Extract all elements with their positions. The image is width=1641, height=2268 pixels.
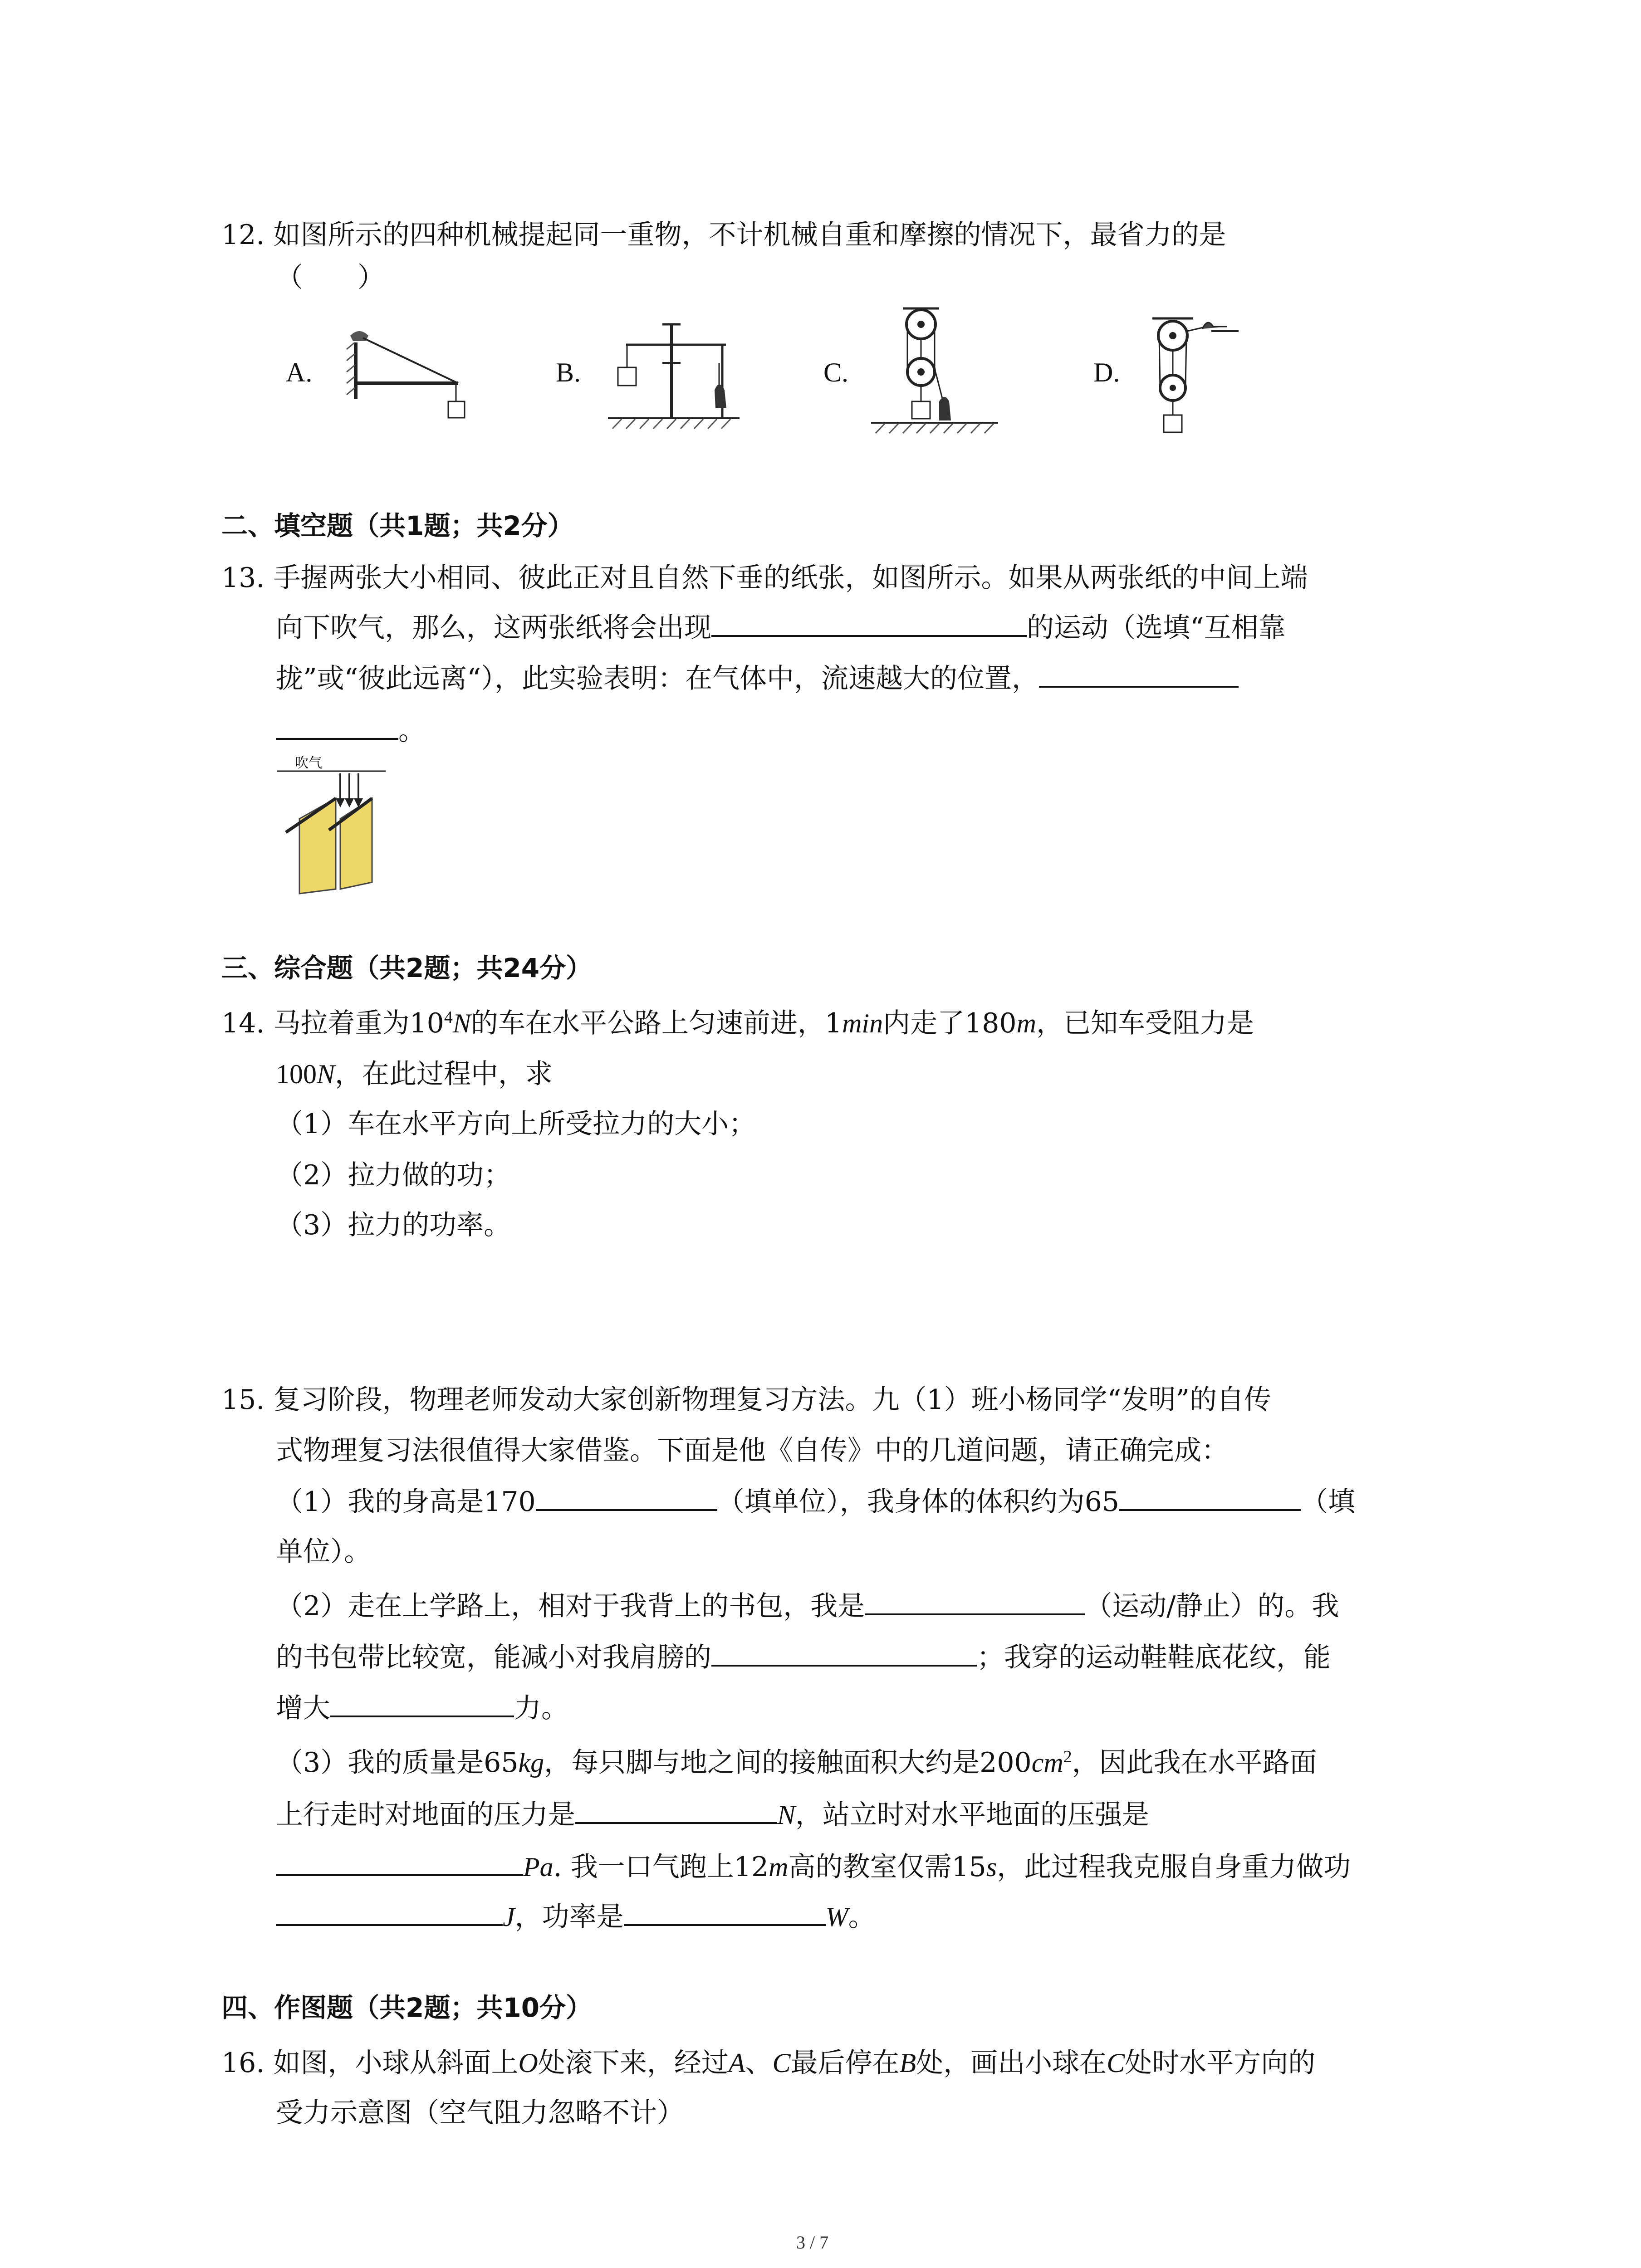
q12-option-a-label: A. (286, 357, 313, 387)
q15-p2-line2 (276, 1632, 1331, 1683)
q14-text-b: 的车在水平公路上匀速前进，1 (470, 1007, 843, 1039)
q15-p3-text-e: ，站立时对水平地面的压强是 (795, 1799, 1150, 1831)
q12-option-b-label: B. (556, 357, 581, 387)
q14-unit-n2: N (317, 1059, 335, 1089)
q12-number: 12. (221, 219, 265, 251)
q15-unit-pa: Pa (523, 1852, 554, 1882)
q16-point-b: B (899, 2048, 916, 2078)
q14-text-c: 内走了180 (883, 1007, 1017, 1039)
q15-unit-cm: cm (1031, 1748, 1063, 1778)
q15-blank-friction[interactable] (330, 1684, 514, 1717)
q13-text-line2a: 向下吹气，那么，这两张纸将会出现 (276, 612, 711, 644)
q15-p2-line3 (276, 1683, 568, 1734)
q15-text-line1: 复习阶段，物理老师发动大家创新物理复习方法。九（1）班小杨同学“发明”的自传 (273, 1384, 1272, 1416)
paper-sheets-drawing (272, 753, 390, 907)
section-4-title: 四、作图题（共2题；共10分） (221, 1992, 593, 2023)
q15-number: 15. (221, 1384, 265, 1416)
q15-p1-text-a: （1）我的身高是170 (276, 1486, 536, 1518)
q14-number: 14. (221, 1007, 265, 1039)
q15-p3-text-f: . 我一口气跑上12 (553, 1851, 769, 1883)
q15-p2-text-c: 的书包带比较宽，能减小对我肩膀的 (276, 1642, 711, 1673)
q15-p3-line2 (276, 1789, 1149, 1840)
q15-unit-w: W (825, 1902, 848, 1932)
q15-blank-pressure-value[interactable] (276, 1843, 523, 1876)
q15-blank-volume-unit[interactable] (1119, 1477, 1301, 1511)
q16-text-c: 、 (745, 2047, 773, 2079)
section-2-title: 二、填空题（共1题；共2分） (221, 510, 574, 541)
q15-blank-pressure[interactable] (711, 1633, 977, 1667)
q14-sub3: （3）拉力的功率。 (276, 1209, 511, 1241)
q14-exponent: 4 (444, 1008, 453, 1027)
pulley-figure-c (871, 304, 1007, 440)
q13-blank-2-cont[interactable] (276, 706, 398, 740)
q16-point-o: O (518, 2048, 538, 2078)
pulley-figure-d (1134, 313, 1252, 445)
q14-unit-n: N (452, 1008, 471, 1038)
q15-p1-cont: 单位）。 (276, 1536, 371, 1568)
q15-unit-s: s (986, 1852, 997, 1882)
q13-text-line1: 手握两张大小相同、彼此正对且自然下垂的纸张，如图所示。如果从两张纸的中间上端 (273, 562, 1308, 594)
q13-line3 (276, 653, 1239, 704)
q16-text-b: 处滚下来，经过 (538, 2047, 729, 2079)
q13-blank-2[interactable] (1039, 654, 1239, 688)
q16-text-f: 处时水平方向的 (1125, 2047, 1316, 2079)
q15-p3-text-g: 高的教室仅需15 (788, 1851, 986, 1883)
q16-point-a: A (728, 2048, 745, 2078)
q12-answer-paren: （ ） (276, 262, 385, 293)
q16-text-a: 如图，小球从斜面上 (273, 2047, 519, 2079)
q15-p3 (276, 1737, 1317, 1788)
q14-line2 (276, 1049, 553, 1100)
blow-label: 吹气 (295, 755, 322, 771)
q13-text-line2b: 的运动（选填“互相靠 (1027, 612, 1286, 644)
q16-number: 16. (221, 2047, 265, 2079)
q13-blank-1[interactable] (711, 603, 1027, 637)
q15-unit-n: N (777, 1800, 796, 1830)
q15-p2-text-d: ；我穿的运动鞋鞋底花纹，能 (977, 1642, 1331, 1673)
q16-line2: 受力示意图（空气阻力忽略不计） (276, 2097, 684, 2129)
q13-line1 (221, 552, 1308, 603)
q15-line1 (221, 1374, 1271, 1425)
q16-line1 (221, 2038, 1315, 2088)
q13-text-line4: 。 (398, 715, 426, 747)
q15-p3-text-i: ，功率是 (514, 1901, 624, 1933)
q16-point-c: C (772, 2048, 791, 2078)
q15-p1 (276, 1476, 1355, 1527)
q15-blank-force[interactable] (575, 1790, 777, 1824)
q15-p3-line4 (276, 1892, 876, 1942)
q15-p1-text-b: （填单位），我身体的体积约为65 (717, 1486, 1120, 1518)
q16-point-c2: C (1107, 2048, 1125, 2078)
q14-text-e: ，在此过程中，求 (335, 1058, 553, 1090)
q16-text-e: 处，画出小球在 (916, 2047, 1107, 2079)
q12-text: 如图所示的四种机械提起同一重物，不计机械自重和摩擦的情况下，最省力的是 (273, 219, 1226, 251)
q13-text-line3: 拢”或“彼此远离“），此实验表明：在气体中，流速越大的位置， (276, 663, 1039, 694)
q15-p2-text-f: 力。 (514, 1692, 568, 1724)
q15-blank-motion[interactable] (865, 1582, 1085, 1615)
wheel-axle-figure-b (603, 318, 753, 435)
paper-blowing-figure (272, 753, 390, 907)
q15-line2: 式物理复习法很值得大家借鉴。下面是他《自传》中的几道问题，请正确完成： (276, 1435, 1229, 1466)
q15-p1-text-c: （填 (1301, 1486, 1356, 1518)
q15-p3-text-c: ，因此我在水平路面 (1072, 1747, 1317, 1779)
q13-number: 13. (221, 562, 265, 594)
lever-figure-a (327, 318, 495, 426)
q15-p3-text-a: （3）我的质量是65 (276, 1747, 519, 1779)
q15-p2-text-b: （运动/静止）的。我 (1085, 1590, 1339, 1622)
q12-option-c-label: C. (823, 357, 849, 387)
q14-text-a: 马拉着重为10 (273, 1007, 444, 1039)
q15-blank-height-unit[interactable] (536, 1477, 717, 1511)
page-number: 3 / 7 (796, 2232, 829, 2253)
q15-unit-j: J (503, 1902, 515, 1932)
q14-sub2: （2）拉力做的功； (276, 1159, 511, 1191)
q14-line1 (221, 998, 1254, 1049)
q15-p3-text-d: 上行走时对地面的压力是 (276, 1799, 575, 1831)
q12-option-d-label: D. (1093, 357, 1120, 387)
q14-unit-m: m (1016, 1008, 1036, 1038)
q15-unit-m: m (769, 1852, 789, 1882)
section-3-title: 三、综合题（共2题；共24分） (221, 953, 593, 983)
q15-p3-line3 (276, 1842, 1351, 1892)
q15-unit-kg: kg (518, 1748, 544, 1778)
q14-value-100: 100 (276, 1059, 317, 1089)
q15-p2-text-e: 增大 (276, 1692, 330, 1724)
q15-blank-work[interactable] (276, 1892, 503, 1926)
q15-p3-text-b: ，每只脚与地之间的接触面积大约是200 (544, 1747, 1032, 1779)
q15-p3-text-h: ，此过程我克服自身重力做功 (997, 1851, 1351, 1883)
q15-exponent: 2 (1063, 1747, 1072, 1766)
q13-line4 (276, 705, 426, 756)
q15-p2-text-a: （2）走在上学路上，相对于我背上的书包，我是 (276, 1590, 865, 1622)
q13-line2 (276, 602, 1286, 653)
q14-text-d: ，已知车受阻力是 (1036, 1007, 1254, 1039)
q14-unit-min: min (842, 1008, 883, 1038)
q16-text-d: 最后停在 (790, 2047, 900, 2079)
q15-blank-power[interactable] (624, 1892, 826, 1926)
q15-p2 (276, 1581, 1339, 1632)
q14-sub1: （1）车在水平方向上所受拉力的大小； (276, 1108, 756, 1140)
q15-p3-text-j: 。 (848, 1901, 876, 1933)
